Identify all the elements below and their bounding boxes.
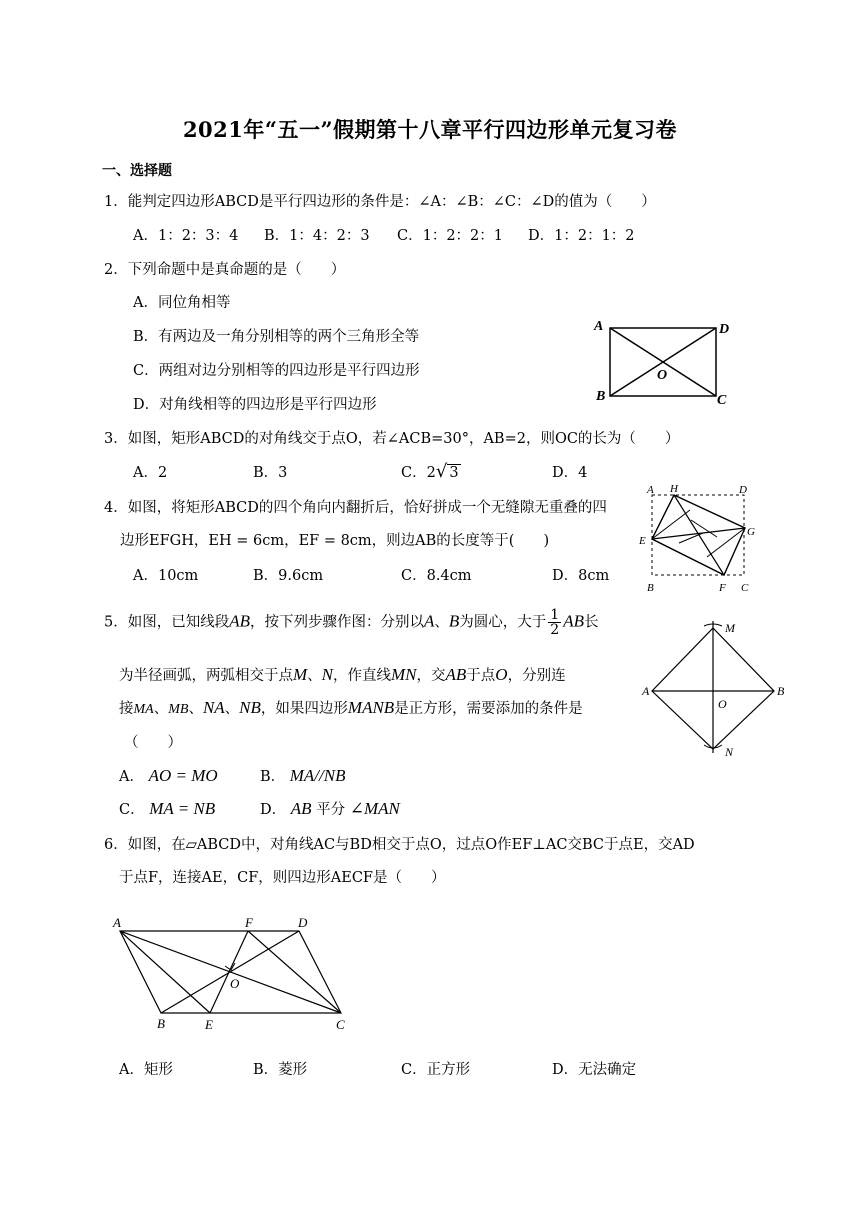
label-a: A bbox=[642, 684, 650, 698]
page-title: 2021年“五一”假期第十八章平行四边形单元复习卷 bbox=[182, 117, 678, 142]
q3-option-c: C．2√ 3 bbox=[401, 461, 459, 482]
q3-option-d: D．4 bbox=[552, 465, 588, 481]
q1-option-a: A．1：2：3：4 bbox=[133, 228, 239, 244]
q5-option-c: C． MA = NB bbox=[119, 799, 216, 818]
q2-option-b: B．有两边及一角分别相等的两个三角形全等 bbox=[133, 329, 420, 345]
q2-option-c: C．两组对边分别相等的四边形是平行四边形 bbox=[133, 363, 420, 379]
q5-option-a: A． AO = MO bbox=[119, 766, 218, 785]
q5-option-b: B． MA//NB bbox=[260, 766, 346, 785]
q1-option-d: D．1：2：1：2 bbox=[528, 228, 635, 244]
q2-option-a: A．同位角相等 bbox=[133, 295, 231, 311]
q6-option-a: A．矩形 bbox=[119, 1062, 173, 1078]
q3-option-a: A．2 bbox=[133, 465, 168, 481]
radicand: 3 bbox=[449, 465, 459, 481]
label-c: C bbox=[717, 393, 727, 408]
question-5-line-1: 5．如图，已知线段AB，按下列步骤作图：分别以A、B为圆心，大于 $\frac{1}{2}$ AB长 bbox=[104, 607, 599, 638]
question-3-stem: 3．如图，矩形ABCD的对角线交于点O，若∠ACB=30°，AB=2，则OC的长为（ ） bbox=[104, 431, 680, 447]
label-a: A bbox=[113, 915, 121, 930]
question-4-stem-line-1: 4．如图，将矩形ABCD的四个角向内翻折后，恰好拼成一个无缝隙无重叠的四 bbox=[104, 500, 607, 516]
label-a: A bbox=[647, 484, 654, 496]
q6-parallelogram-figure bbox=[108, 912, 360, 1036]
label-d: D bbox=[739, 484, 747, 496]
q1-option-b: B．1：4：2：3 bbox=[264, 228, 370, 244]
question-5-line-2: 为半径画弧，两弧相交于点M、N，作直线MN，交AB于点O，分别连 bbox=[119, 665, 566, 684]
label-e: E bbox=[639, 535, 646, 547]
q4-folding-figure bbox=[635, 480, 765, 598]
label-o: O bbox=[230, 976, 240, 991]
section-heading: 一、选择题 bbox=[102, 163, 172, 179]
q3-option-b: B．3 bbox=[253, 465, 288, 481]
label-d: D bbox=[719, 322, 730, 337]
q1-option-c: C．1：2：2：1 bbox=[397, 228, 503, 244]
q6-option-d: D．无法确定 bbox=[552, 1062, 637, 1078]
fraction-one-half: $\frac{1}{2}$ bbox=[550, 607, 560, 638]
q4-option-a: A．10cm bbox=[133, 568, 199, 584]
q6-option-b: B．菱形 bbox=[253, 1062, 308, 1078]
label-g: G bbox=[747, 526, 755, 538]
label-d: D bbox=[298, 915, 308, 930]
label-b: B bbox=[157, 1016, 165, 1031]
question-5-line-4: （ ） bbox=[124, 735, 182, 751]
question-6-stem-line-1: 6．如图，在▱ABCD中，对角线AC与BD相交于点O，过点O作EF⊥AC交BC于点E，交AD bbox=[104, 837, 695, 853]
label-e: E bbox=[205, 1017, 213, 1032]
question-2-stem: 2．下列命题中是真命题的是（ ） bbox=[104, 262, 346, 278]
question-1-stem: 1．能判定四边形ABCD是平行四边形的条件是：∠A：∠B：∠C：∠D的值为（ ） bbox=[104, 194, 656, 210]
q5-option-d: D． AB 平分 ∠MAN bbox=[260, 799, 400, 818]
label-c: C bbox=[741, 582, 749, 594]
label-f: F bbox=[719, 582, 726, 594]
question-6-stem-line-2: 于点F，连接AE，CF，则四边形AECF是（ ） bbox=[119, 870, 446, 886]
label-b: B bbox=[777, 684, 785, 698]
label-m: M bbox=[725, 621, 735, 635]
label-a: A bbox=[594, 319, 604, 334]
q5-square-figure bbox=[638, 615, 790, 760]
label-b: B bbox=[596, 389, 606, 404]
label-b: B bbox=[647, 582, 654, 594]
label-n: N bbox=[725, 745, 734, 759]
label-h: H bbox=[670, 483, 678, 495]
q3-rectangle-figure bbox=[590, 312, 740, 408]
q6-option-c: C．正方形 bbox=[401, 1062, 471, 1078]
sqrt-icon: √ bbox=[435, 461, 448, 482]
label-o: O bbox=[718, 697, 727, 711]
question-5-line-3: 接MA、MB、NA、NB，如果四边形MANB是正方形，需要添加的条件是 bbox=[119, 698, 583, 717]
q4-option-d: D．8cm bbox=[552, 568, 610, 584]
label-o: O bbox=[657, 368, 668, 383]
q4-option-b: B．9.6cm bbox=[253, 568, 324, 584]
q4-option-c: C．8.4cm bbox=[401, 568, 472, 584]
label-c: C bbox=[336, 1017, 345, 1032]
label-f: F bbox=[245, 915, 253, 930]
q2-option-d: D．对角线相等的四边形是平行四边形 bbox=[133, 397, 377, 413]
question-4-stem-line-2: 边形EFGH，EH = 6cm，EF = 8cm，则边AB的长度等于( ) bbox=[120, 533, 550, 549]
